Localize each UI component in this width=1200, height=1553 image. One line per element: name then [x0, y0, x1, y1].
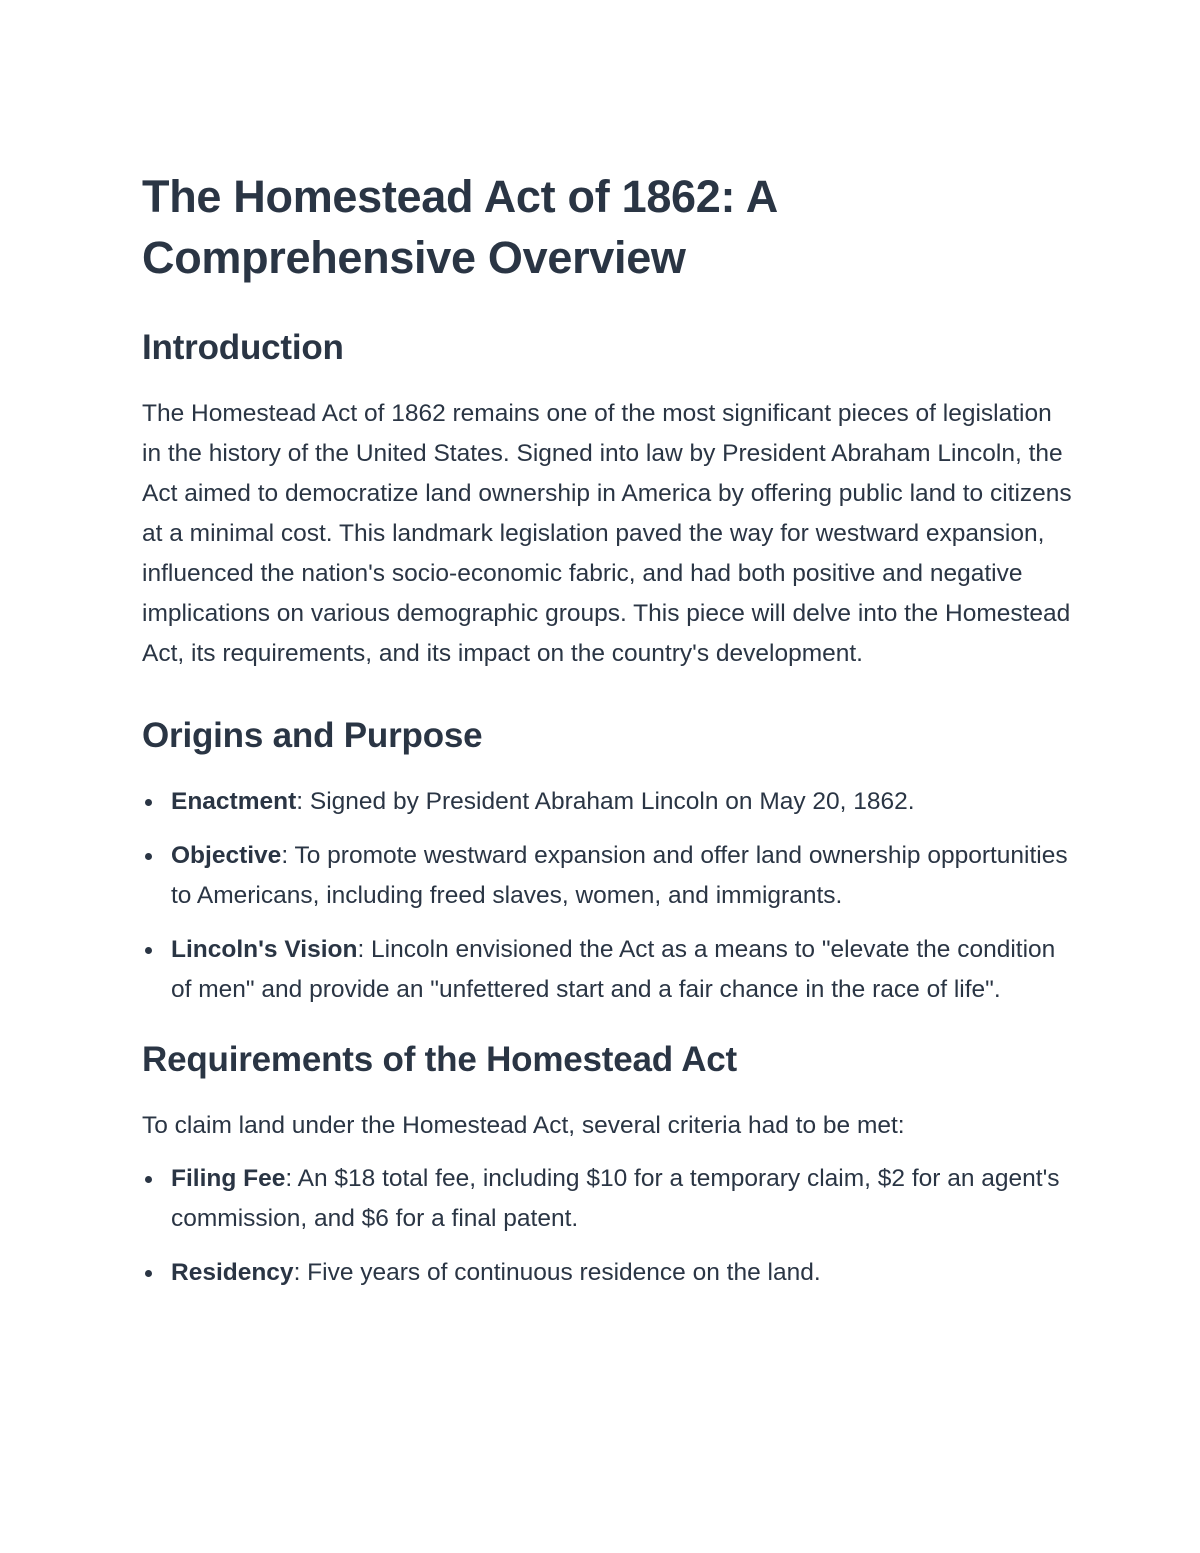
list-item-term: Enactment	[171, 788, 297, 815]
bullet-icon	[145, 853, 152, 860]
list-item-term: Filing Fee	[171, 1165, 286, 1192]
list-item-term: Residency	[171, 1259, 294, 1286]
list-item-lincolns-vision	[142, 930, 1072, 1010]
list-item-text: : An $18 total fee, including $10 for a temporary claim, $2 for an agent's commission, and $6 for a final patent.	[171, 1165, 1060, 1232]
origins-list	[142, 782, 1072, 1010]
bullet-icon	[145, 947, 152, 954]
section-heading-introduction: Introduction	[142, 328, 344, 367]
bullet-icon	[145, 1270, 152, 1277]
list-item-enactment	[142, 782, 1072, 822]
list-item-residency	[142, 1253, 1072, 1293]
list-item-text: : Lincoln envisioned the Act as a means to "elevate the condition of men" and provide an "unfettered start and a fair chance in the race of life".	[171, 936, 1056, 1003]
list-item-objective	[142, 836, 1072, 916]
list-item-term: Lincoln's Vision	[171, 936, 358, 963]
list-item-text: : Signed by President Abraham Lincoln on May 20, 1862.	[296, 788, 915, 815]
requirements-intro: To claim land under the Homestead Act, several criteria had to be met:	[142, 1112, 905, 1139]
list-item-filing-fee	[142, 1159, 1072, 1239]
bullet-icon	[145, 799, 152, 806]
document-title: The Homestead Act of 1862: A Comprehensive Overview	[142, 171, 777, 283]
bullet-icon	[145, 1176, 152, 1183]
introduction-paragraph: The Homestead Act of 1862 remains one of the most significant pieces of legislation in the history of the United States. Signed into law by President Abraham Lincoln, the Act aimed to democratize land ownership in America by offering public land to citizens at a minimal cost. This landmark legislation paved the way for westward expansion, influenced the nation's socio-economic fabric, and had both positive and negative implications on various demographic groups. This piece will delve into the Homestead Act, its requirements, and its impact on the country's development.	[142, 400, 1072, 667]
list-item-text: : To promote westward expansion and offer land ownership opportunities to Americans, including freed slaves, women, and immigrants.	[171, 842, 1068, 909]
section-heading-origins: Origins and Purpose	[142, 716, 483, 755]
list-item-text: : Five years of continuous residence on the land.	[293, 1259, 821, 1286]
requirements-list	[142, 1159, 1072, 1293]
list-item-term: Objective	[171, 842, 282, 869]
document-page	[142, 166, 1072, 1293]
section-heading-requirements: Requirements of the Homestead Act	[142, 1040, 737, 1079]
